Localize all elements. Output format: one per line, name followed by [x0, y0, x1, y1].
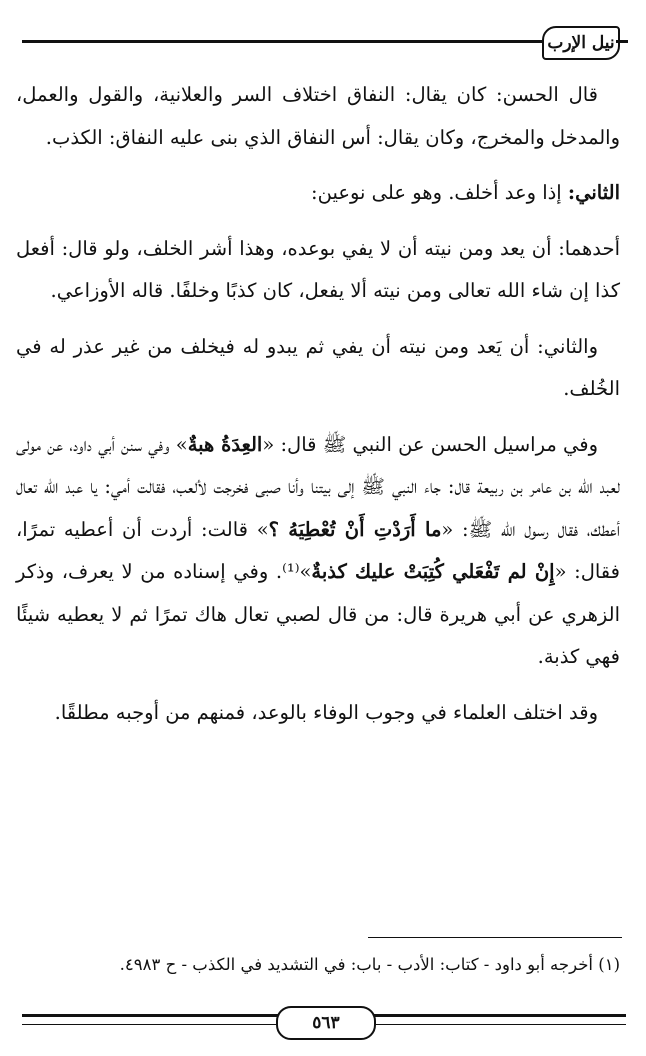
paragraph-second-trait	[16, 172, 620, 215]
paragraph-hadith	[16, 424, 620, 679]
hadith-quote-2: ما أَرَدْتِ أَنْ تُعْطِيَهُ ؟	[268, 517, 442, 541]
page-number-text: ٥٦٣	[312, 1013, 340, 1033]
header-title-text: نيل الإرب	[547, 33, 615, 53]
hadith-text-1: وفي مراسيل الحسن عن النبي ﷺ قال: «	[262, 432, 598, 456]
paragraph-hasan: قال الحسن: كان يقال: النفاق اختلاف السر والعلانية، والقول والعمل، والمدخل والمخرج، وكان يقال: أس النفاق الذي بنى عليه النفاق: الكذب.	[16, 83, 620, 149]
hadith-quote-1: العِدَةُ هبةٌ	[187, 432, 263, 456]
paragraph-lead: الثاني:	[567, 181, 620, 204]
page-number	[276, 1006, 376, 1040]
paragraph-second-trait-text: إذا وعد أخلف. وهو على نوعين:	[311, 181, 568, 204]
hadith-text-2: » وفي سنن أبي داود، عن مولى لعبد الله بن عامر بن ربيعة قال: جاء النبي ﷺ إلى بيتنا وأنا صبى فخرجت لألعب، فقالت أمي: يا عبد الله تعال أعطك، فقال رسول الله ﷺ: «	[16, 432, 620, 541]
paragraph-first-type: أحدهما: أن يعد ومن نيته أن لا يفي بوعده، وهذا أشر الخلف، ولو قال: أفعل كذا إن شاء الله تعالى ومن نيته ألا يفعل، كان كذبًا وخلفًا. قاله الأوزاعي.	[16, 236, 620, 302]
header-rule	[22, 40, 542, 43]
hadith-quote-3: إِنْ لم تَفْعَلي كُتِبَتْ عليك كذبةٌ	[311, 560, 555, 583]
footnote: (١) أخرجه أبو داود - كتاب: الأدب - باب: في التشديد في الكذب - ح ٤٩٨٣.	[119, 955, 620, 974]
hadith-text-3: » قالت: أردت أن أعطيه تمرًا، فقال: «	[16, 517, 620, 583]
paragraph-second-type: والثاني: أن يَعد ومن نيته أن يفي ثم يبدو له فيخلف من غير عذر له في الخُلف.	[16, 334, 620, 400]
running-header-title	[542, 26, 620, 60]
paragraph-scholars: وقد اختلف العلماء في وجوب الوفاء بالوعد، فمنهم من أوجبه مطلقًا.	[54, 700, 598, 724]
hadith-text-4: »⁽¹⁾. وفي إسناده من لا يعرف، وذكر الزهري عن أبي هريرة قال: من قال لصبي تعال هاك تمرًا ثم لا يعطيه شيئًا فهي كذبة.	[16, 560, 620, 668]
header-rule-end	[616, 40, 628, 43]
body-text	[16, 74, 620, 747]
footnote-rule	[368, 937, 622, 938]
